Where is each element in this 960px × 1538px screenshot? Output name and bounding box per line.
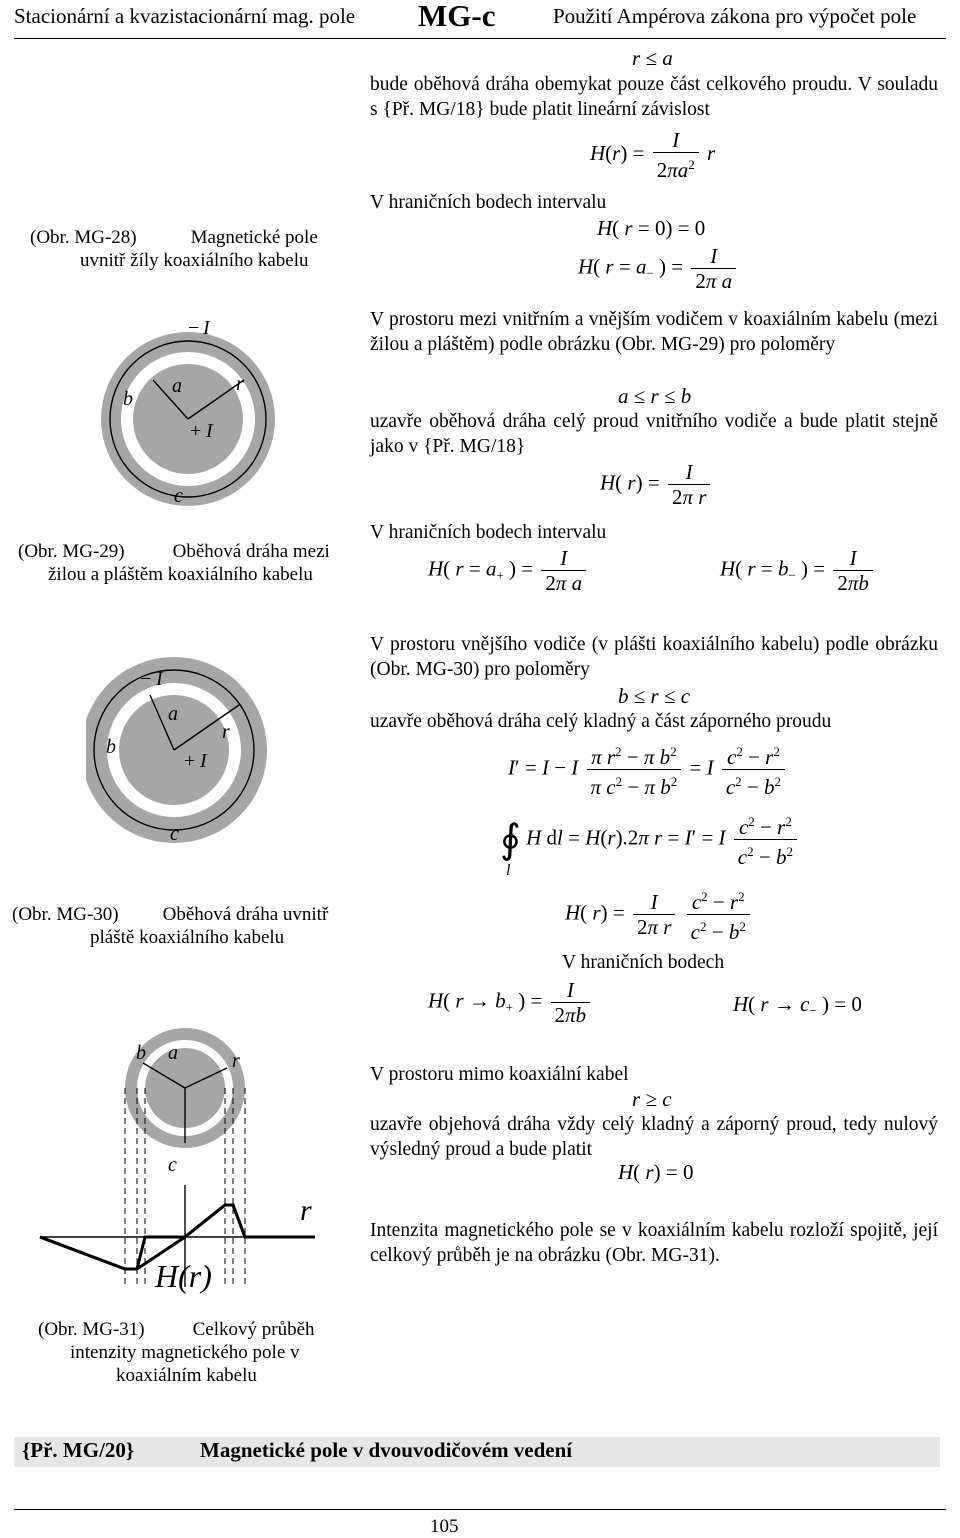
paragraph-1: bude oběhová dráha obemykat pouze část celkového proudu. V souladu s {Př. MG/18} bude platit lineární závislost	[370, 74, 938, 120]
caption-mg30: (Obr. MG-30) Oběhová dráha uvnitř pláště koaxiálního kabelu	[12, 904, 329, 948]
svg-text:r: r	[232, 1050, 240, 1072]
svg-text:b: b	[123, 388, 133, 410]
svg-text:H(r): H(r)	[155, 1258, 212, 1294]
paragraph-4: uzavře oběhová dráha celý proud vnitřního vodiče a bude platit stejně jako v {Př. MG/18}	[370, 411, 938, 457]
caption-mg29: (Obr. MG-29) Oběhová dráha mezi žilou a pláštěm koaxiálního kabelu	[18, 541, 330, 585]
eq-circulation: ∮ H dl = H(r).2π r = I′ = I $\frac{c^2 - r^2}{c^2 - b^2}$ l	[500, 810, 800, 869]
eq-H-outside: H( r) = 0	[618, 1160, 694, 1184]
svg-text:−: −	[140, 668, 152, 690]
svg-text:b: b	[136, 1042, 146, 1064]
caption-mg31: (Obr. MG-31) Celkový průběh intenzity magnetického pole v koaxiálním kabelu	[38, 1319, 315, 1386]
svg-text:a: a	[172, 375, 182, 397]
eq-H-linear: H(r) = $\frac{I}{2\pi a^2}$ r	[590, 128, 716, 182]
paragraph-2: V hraničních bodech intervalu	[370, 192, 607, 213]
header-rule	[14, 38, 946, 39]
eq-H-0: H( r = 0) = 0	[597, 216, 706, 240]
figure-mg29	[100, 312, 330, 512]
svg-text:b: b	[106, 736, 116, 758]
eq-H-b-plus: H( $r \to b_+$ ) = $\frac{I}{2\pi b}$	[428, 978, 593, 1027]
svg-text:r: r	[222, 721, 230, 743]
paragraph-11: Intenzita magnetického pole se v koaxiálním kabelu rozloží spojitě, její celkový průběh je na obrázku (Obr. MG-31).	[370, 1220, 938, 1266]
eq-H-c-minus: H( $r \to c_-$ ) = 0	[733, 992, 862, 1018]
svg-text:−: −	[188, 317, 200, 339]
svg-text:r: r	[300, 1194, 312, 1227]
eq-H-a-plus: H( $r = a_+$ ) = $\frac{I}{\text{2π a}}$	[428, 546, 589, 595]
paragraph-6: V prostoru vnějšího vodiče (v plášti koaxiálního kabelu) podle obrázku (Obr. MG-30) pro poloměry	[370, 634, 938, 680]
eq-a-r-b: a ≤ r ≤ b	[618, 384, 692, 408]
svg-text:I: I	[203, 317, 210, 339]
page-number: 105	[430, 1516, 459, 1537]
paragraph-9: V prostoru mimo koaxiální kabel	[370, 1064, 629, 1085]
eq-r-le-a: r ≤ a	[632, 46, 673, 70]
svg-text:c: c	[174, 485, 183, 507]
figure-mg30	[86, 650, 306, 850]
svg-text:I: I	[200, 750, 207, 772]
caption-mg28: (Obr. MG-28) Magnetické pole uvnitř žíly koaxiálního kabelu	[30, 227, 318, 271]
eq-H-between: H( r) = $\frac{I}{\text{2π r}}$	[600, 460, 713, 509]
svg-text:c: c	[168, 1154, 177, 1176]
paragraph-7: uzavře oběhová dráha celý kladný a část záporného proudu	[370, 711, 832, 732]
svg-text:I: I	[156, 668, 163, 690]
eq-H-b-minus: H( $r = b_-$ ) = $\frac{I}{2\pi b}$	[720, 546, 876, 595]
eq-H-shell: H( r) = $\frac{I}{\text{2π r}}$ $\frac{c^2 - r^2}{c^2 - b^2}$	[565, 885, 753, 944]
header-right: Použití Ampérova zákona pro výpočet pole	[553, 4, 917, 28]
header-left: Stacionární a kvazistacionární mag. pole	[14, 4, 356, 28]
eq-r-ge-c: r ≥ c	[632, 1087, 672, 1111]
svg-text:+: +	[190, 420, 202, 442]
eq-I-prime: I′ = I − I $\frac{\pi r^2 - \pi b^2}{\pi c^2 - \pi b^2}$ = I $\frac{c^2 - r^2}{c^2 - b^2}$	[508, 740, 788, 799]
svg-text:a: a	[168, 703, 178, 725]
svg-text:+: +	[184, 750, 196, 772]
section-number: {Př. MG/20}	[22, 1438, 135, 1462]
svg-text:c: c	[170, 823, 179, 845]
eq-H-a-minus: H( $r = a_-$ ) = $\frac{I}{\text{2π a}}$	[578, 244, 739, 293]
paragraph-10: uzavře objehová dráha vždy celý kladný a záporný proud, tedy nulový výsledný proud a bude platit	[370, 1114, 938, 1160]
footer-rule	[14, 1509, 946, 1510]
paragraph-5: V hraničních bodech intervalu	[370, 522, 607, 543]
paragraph-8: V hraničních bodech	[562, 952, 725, 973]
figure-mg31	[30, 1025, 350, 1305]
svg-text:r: r	[236, 373, 244, 395]
eq-b-r-c: b ≤ r ≤ c	[618, 684, 691, 708]
svg-text:a: a	[168, 1042, 178, 1064]
paragraph-3: V prostoru mezi vnitřním a vnějším vodičem v koaxiálním kabelu (mezi žilou a pláštěm) podle obrázku (Obr. MG-29) pro poloměry	[370, 309, 938, 355]
section-title: Magnetické pole v dvouvodičovém vedení	[200, 1438, 573, 1462]
header-center: MG-c	[418, 0, 496, 33]
svg-text:I: I	[206, 420, 213, 442]
